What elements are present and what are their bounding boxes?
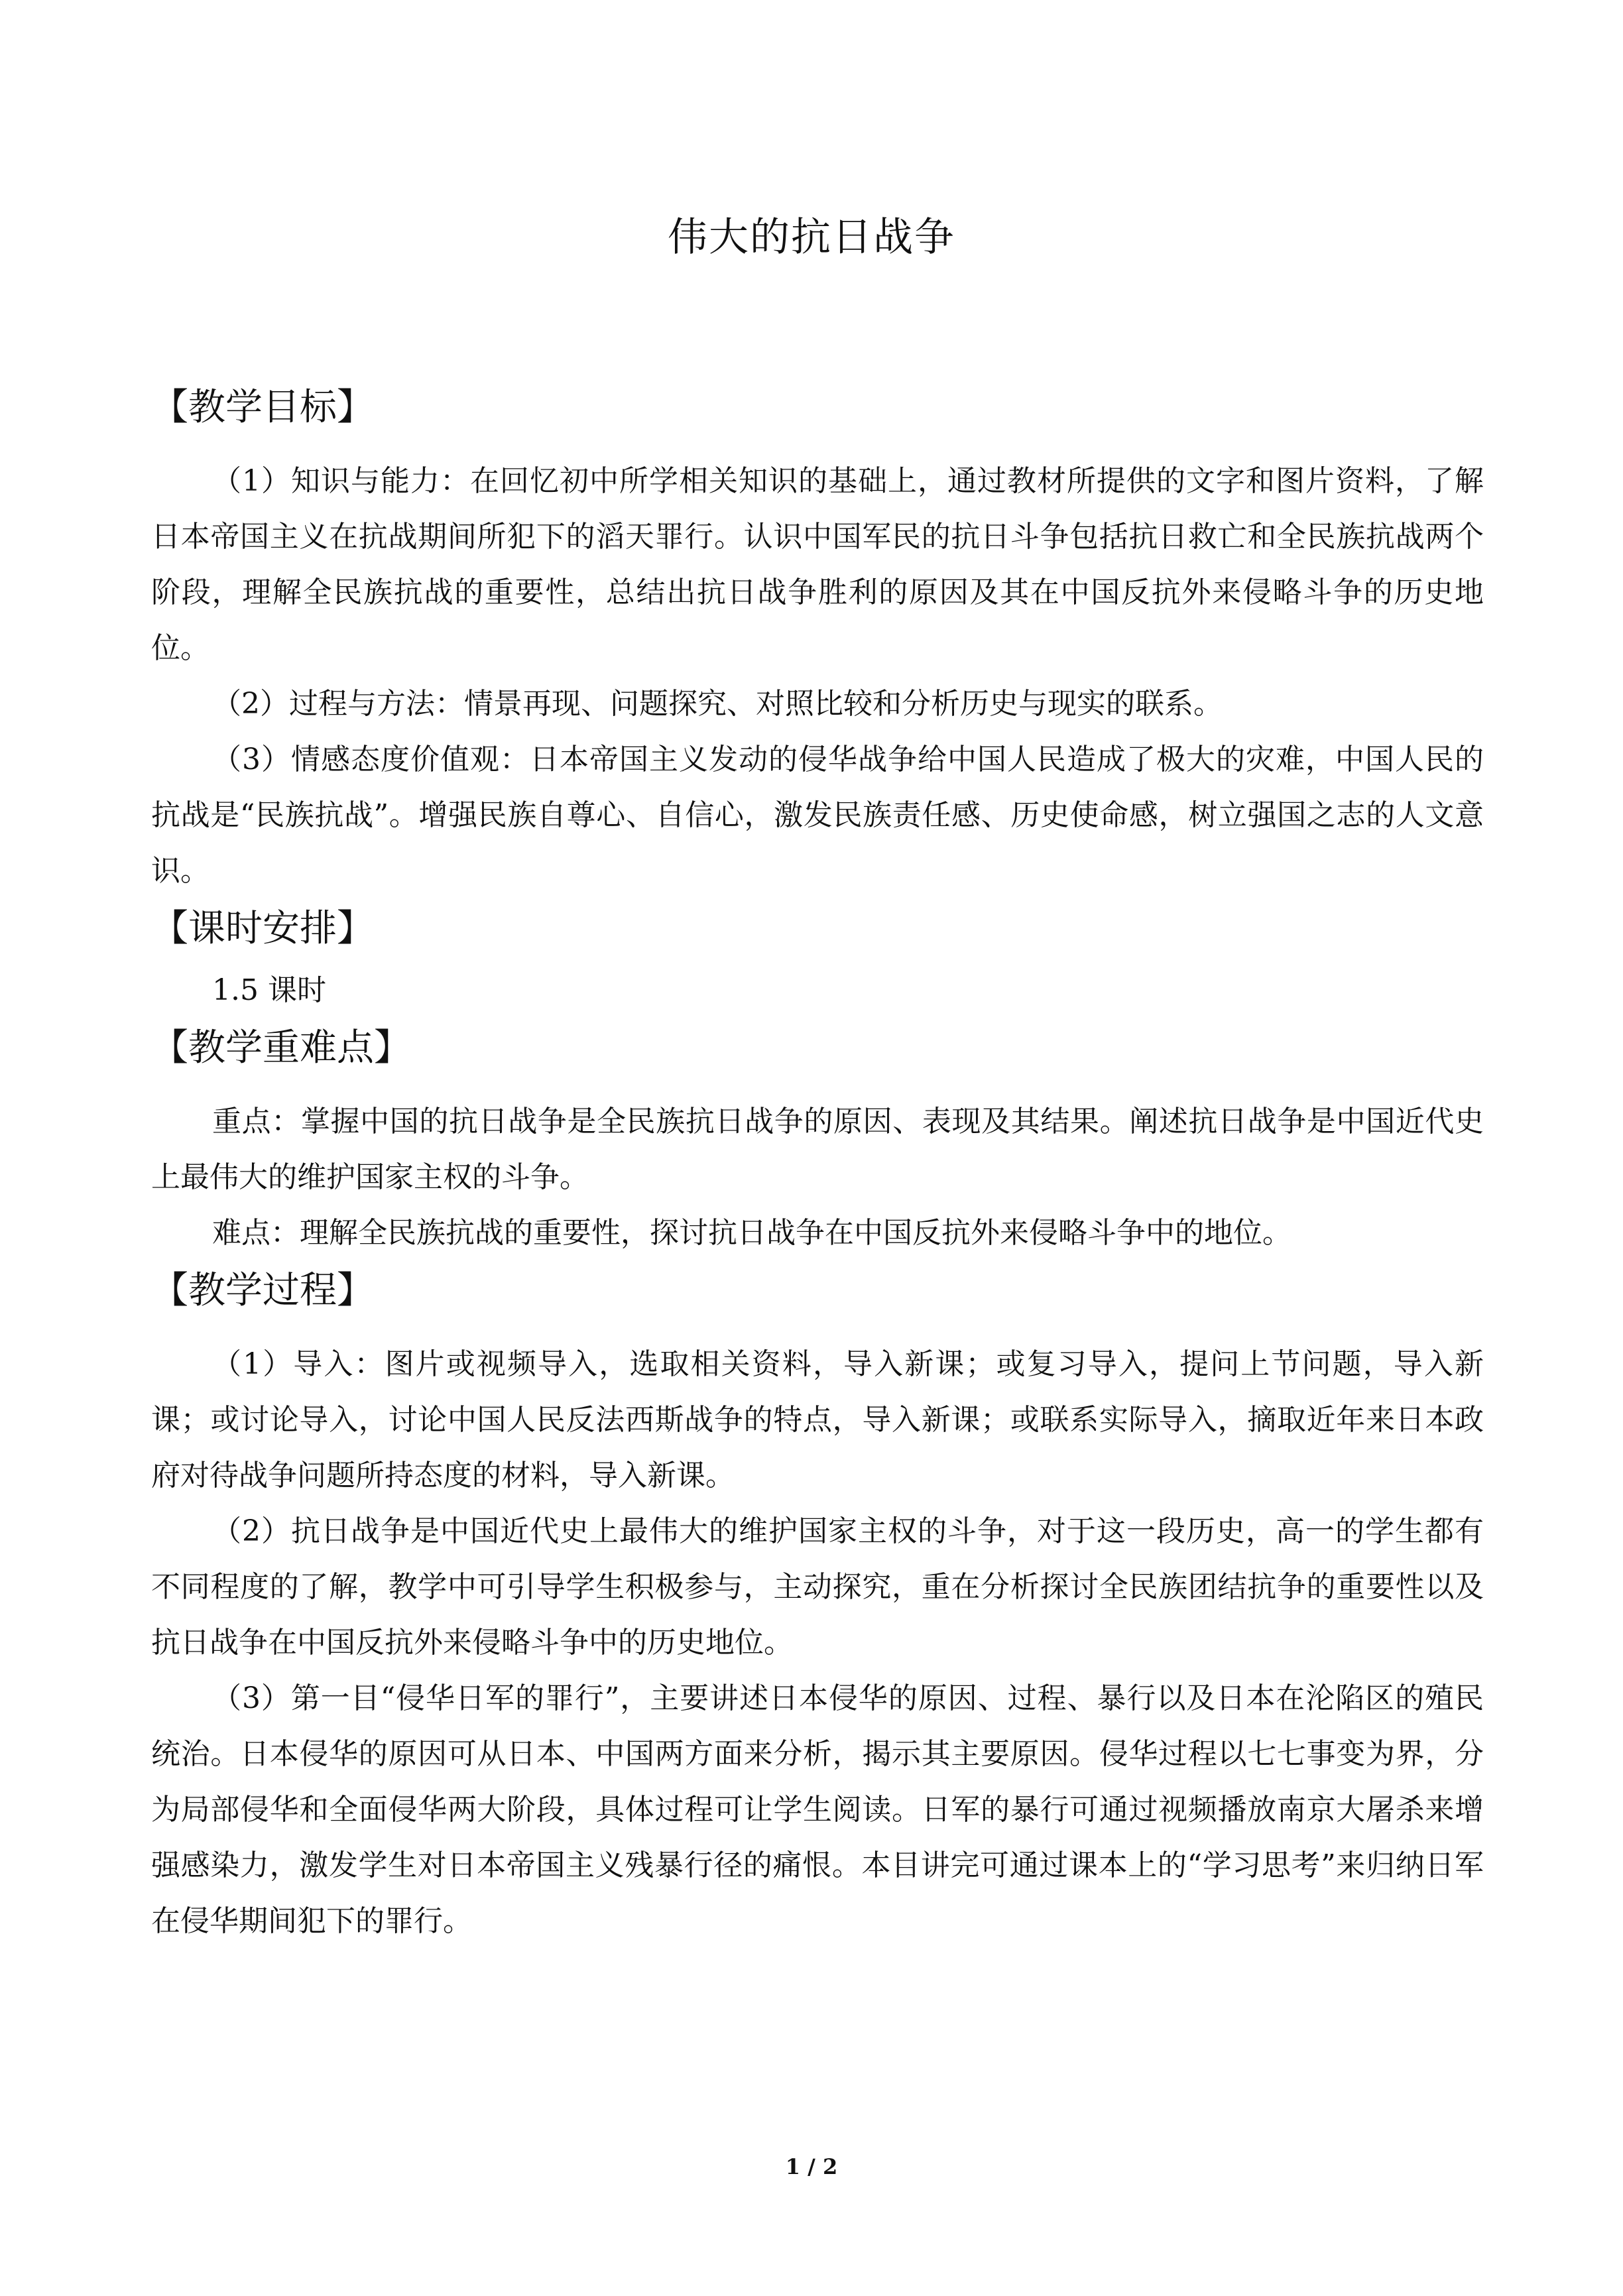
paragraph: （2）过程与方法：情景再现、问题探究、对照比较和分析历史与现实的联系。	[212, 687, 1223, 721]
section-heading-objectives: 【教学目标】	[151, 386, 374, 429]
paragraph: （2）抗日战争是中国近代史上最伟大的维护国家主权的斗争，对于这一段历史，高一的学生都有不同程度的了解，教学中可引导学生积极参与，主动探究，重在分析探讨全民族团结抗争的重要性以及抗日战争在中国反抗外来侵略斗争中的历史地位。	[151, 1514, 1484, 1660]
page-number: 1 / 2	[785, 2154, 838, 2179]
document-body	[151, 378, 1484, 1949]
paragraph: （3）情感态度价值观：日本帝国主义发动的侵华战争给中国人民造成了极大的灾难，中国人民的抗战是“民族抗战”。增强民族自尊心、自信心，激发民族责任感、历史使命感，树立强国之志的人文意识。	[151, 743, 1484, 888]
section-heading-key-points: 【教学重难点】	[151, 1026, 411, 1069]
paragraph: 难点：理解全民族抗战的重要性，探讨抗日战争在中国反抗外来侵略斗争中的地位。	[212, 1216, 1292, 1250]
section-heading-process: 【教学过程】	[151, 1269, 374, 1312]
document-title: 伟大的抗日战争	[668, 214, 955, 261]
paragraph: （3）第一目“侵华日军的罪行”，主要讲述日本侵华的原因、过程、暴行以及日本在沦陷区的殖民统治。日本侵华的原因可从日本、中国两方面来分析，揭示其主要原因。侵华过程以七七事变为界，分为局部侵华和全面侵华两大阶段，具体过程可让学生阅读。日军的暴行可通过视频播放南京大屠杀来增强感染力，激发学生对日本帝国主义残暴行径的痛恨。本目讲完可通过课本上的“学习思考”来归纳日军在侵华期间犯下的罪行。	[151, 1681, 1484, 1938]
paragraph: 1.5 课时	[212, 973, 326, 1007]
paragraph: （1）导入：图片或视频导入，选取相关资料，导入新课；或复习导入，提问上节问题，导入新课；或讨论导入，讨论中国人民反法西斯战争的特点，导入新课；或联系实际导入，摘取近年来日本政府对待战争问题所持态度的材料，导入新课。	[151, 1347, 1484, 1492]
paragraph: 重点：掌握中国的抗日战争是全民族抗日战争的原因、表现及其结果。阐述抗日战争是中国近代史上最伟大的维护国家主权的斗争。	[151, 1105, 1484, 1194]
paragraph: （1）知识与能力：在回忆初中所学相关知识的基础上，通过教材所提供的文字和图片资料，了解日本帝国主义在抗战期间所犯下的滔天罪行。认识中国军民的抗日斗争包括抗日救亡和全民族抗战两个阶段，理解全民族抗战的重要性，总结出抗日战争胜利的原因及其在中国反抗外来侵略斗争的历史地位。	[151, 464, 1484, 665]
section-heading-schedule: 【课时安排】	[151, 907, 374, 950]
